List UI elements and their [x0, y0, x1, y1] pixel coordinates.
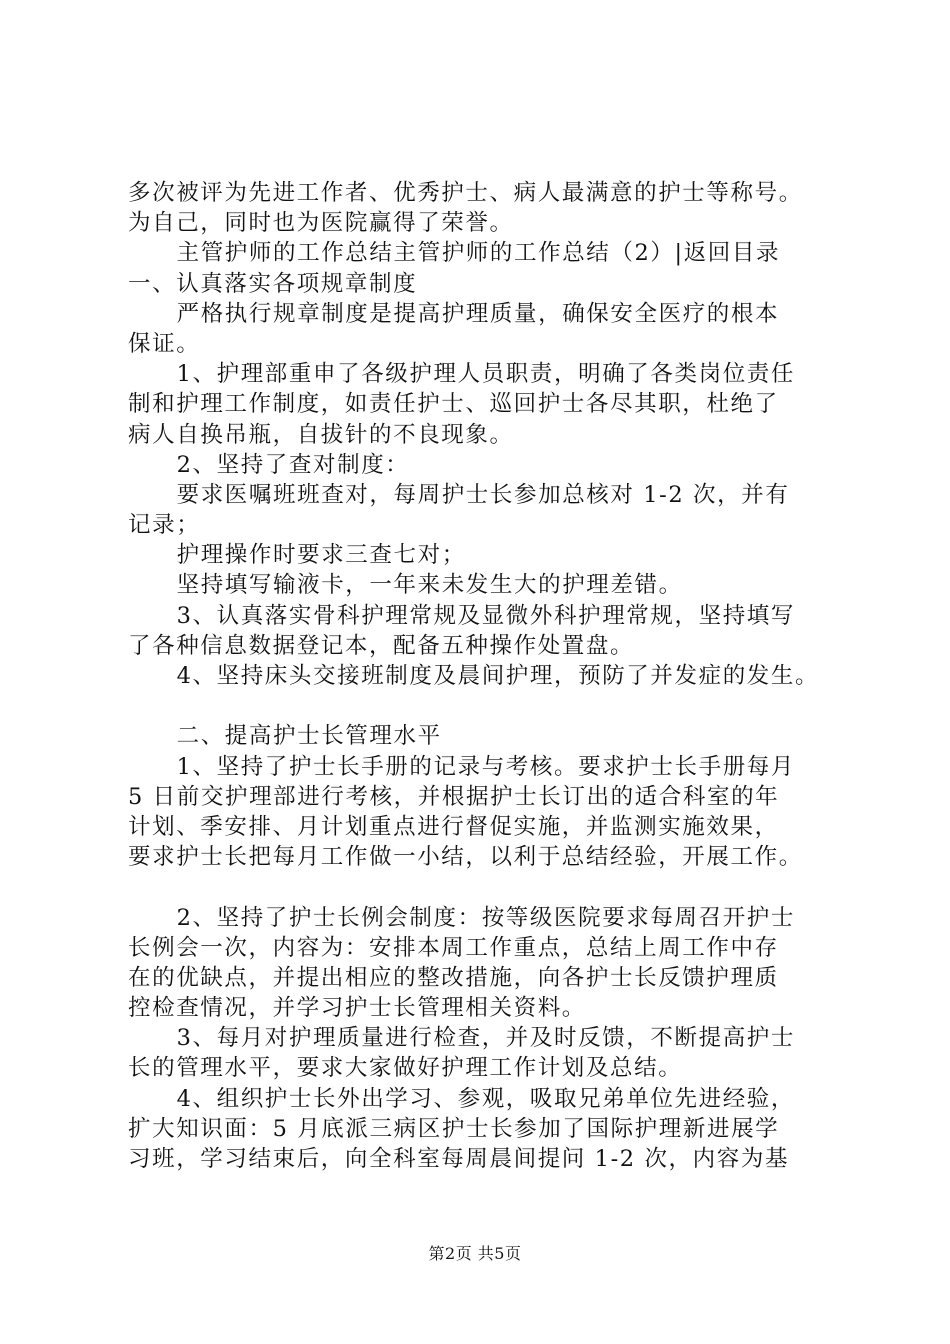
blank-line: [128, 872, 848, 902]
text-line: 二、提高护士长管理水平: [176, 723, 442, 750]
text-line: 4、组织护士长外出学习、参观，吸取兄弟单位先进经验，: [176, 1085, 796, 1112]
text-line: 护理操作时要求三查七对；: [176, 542, 466, 569]
text-line: 了各种信息数据登记本，配备五种操作处置盘。: [128, 632, 635, 659]
text-line: 长的管理水平，要求大家做好护理工作计划及总结。: [128, 1055, 683, 1082]
text-line: 扩大知识面：5 月底派三病区护士长参加了国际护理新进展学: [128, 1115, 780, 1142]
document-body: [128, 178, 848, 1174]
text-line: 习班，学习结束后，向全科室每周晨间提问 1-2 次，内容为基: [128, 1146, 790, 1172]
text-line: 保证。: [128, 330, 201, 357]
text-line: 严格执行规章制度是提高护理质量，确保安全医疗的根本: [176, 300, 780, 327]
text-line: 坚持填写输液卡，一年来未发生大的护理差错。: [176, 572, 683, 599]
text-line: 在的优缺点，并提出相应的整改措施，向各护士长反馈护理质: [128, 964, 779, 991]
text-line: 主管护师的工作总结主管护师的工作总结（2）|返回目录: [176, 240, 781, 267]
text-line: 4、坚持床头交接班制度及晨间护理，预防了并发症的发生。: [176, 663, 820, 689]
text-line: 1、护理部重申了各级护理人员职责，明确了各类岗位责任: [176, 361, 796, 388]
text-line: 2、坚持了护士长例会制度：按等级医院要求每周召开护士: [176, 904, 796, 931]
text-line: 一、认真落实各项规章制度: [128, 270, 418, 297]
blank-line: [128, 691, 848, 721]
text-line: 制和护理工作制度，如责任护士、巡回护士各尽其职，杜绝了: [128, 391, 779, 418]
text-line: 病人自换吊瓶，自拔针的不良现象。: [128, 421, 514, 448]
text-line: 3、每月对护理质量进行检查，并及时反馈，不断提高护士: [176, 1025, 796, 1052]
text-line: 多次被评为先进工作者、优秀护士、病人最满意的护士等称号。: [128, 180, 803, 206]
text-line: 为自己，同时也为医院赢得了荣誉。: [128, 210, 514, 237]
text-line: 长例会一次，内容为：安排本周工作重点，总结上周工作中存: [128, 934, 779, 961]
text-line: 控检查情况，并学习护士长管理相关资料。: [128, 995, 586, 1022]
text-line: 记录；: [128, 512, 201, 539]
page-footer: 第2页 共5页: [428, 1244, 522, 1263]
text-line: 1、坚持了护士长手册的记录与考核。要求护士长手册每月: [176, 753, 796, 780]
text-line: 要求护士长把每月工作做一小结，以利于总结经验，开展工作。: [128, 844, 803, 871]
text-line: 要求医嘱班班查对，每周护士长参加总核对 1-2 次，并有: [176, 481, 790, 508]
text-line: 计划、季安排、月计划重点进行督促实施，并监测实施效果，: [128, 813, 779, 840]
text-line: 5 日前交护理部进行考核，并根据护士长订出的适合科室的年: [128, 783, 780, 810]
text-line: 3、认真落实骨科护理常规及显微外科护理常规，坚持填写: [176, 602, 796, 629]
text-line: 2、坚持了查对制度：: [176, 451, 410, 478]
